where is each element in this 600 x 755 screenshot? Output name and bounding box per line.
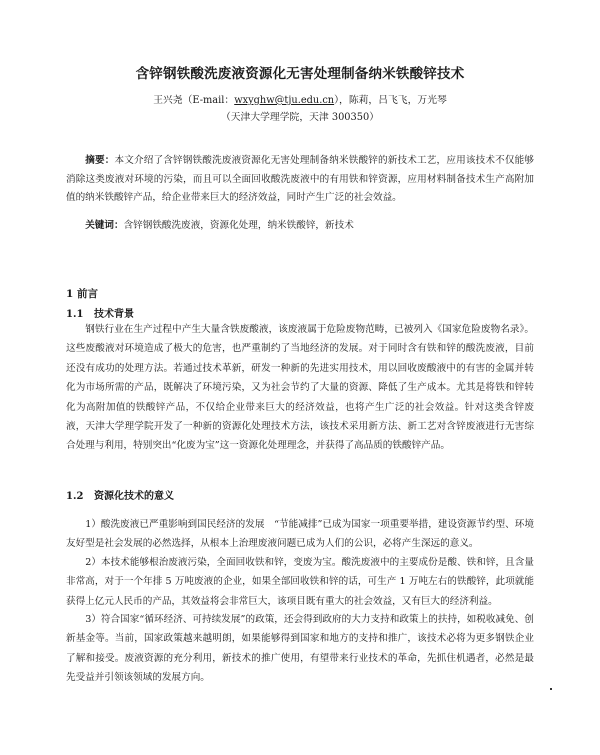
scan-speck [550, 688, 552, 690]
subsection-number: 1.1 [66, 309, 84, 320]
abstract-text: 本文介绍了含锌钢铁酸洗废液资源化无害处理制备纳米铁酸锌的新技术工艺，应用该技术不仅能够消除这类废液对环境的污染，而且可以全面回收酸洗废液中的有用铁和锌资源，应用材料制备技术生产高附加值的纳米铁酸锌产品，给企业带来巨大的经济效益，同时产生广泛的社会效益。 [66, 155, 534, 203]
subsection-heading-significance [66, 487, 174, 502]
paper-title: 含锌钢铁酸洗废液资源化无害处理制备纳米铁酸锌技术 [135, 66, 465, 82]
abstract [66, 152, 534, 208]
author-prefix: 王兴尧（E-mail： [153, 95, 235, 106]
author-suffix: ），陈莉，吕飞飞，万光琴 [334, 95, 447, 106]
abstract-label: 摘要： [85, 155, 115, 166]
author-email-link[interactable]: wxyghw@tju.edu.cn [234, 95, 335, 106]
paragraph-significance-3: 3）符合国家“循环经济、可持续发展”的政策，还会得到政府的大力支持和政策上的扶持，如税收减免、创新基金等。当前，国家政策越来越明朗，如果能够得到国家和地方的支持和推广，该技术必将为更多钢铁企业了解和接受。废液资源的充分利用，新技术的推广使用，有望带来行业技术的革命，先抓住机遇者，必然是最先受益并引领该领域的发展方向。 [66, 614, 534, 684]
subsection-number: 1.2 [66, 491, 84, 502]
subsection-heading-background [66, 305, 134, 320]
keywords-label: 关键词： [85, 220, 124, 231]
subsection-title: 技术背景 [94, 309, 134, 320]
paragraph-significance-1: 1）酸洗废液已严重影响到国民经济的发展 “节能减排”已成为国家一项重要举措，建设资源节约型、环境友好型是社会发展的必然选择，从根本上治理废液问题已成为人们的公识，必将产生深远的意义。 [66, 519, 534, 550]
paragraph-background: 钢铁行业在生产过程中产生大量含铁废酸液，该废液属于危险废物范畴，已被列入《国家危险废物名录》。这些废酸液对环境造成了极大的危害，也严重制约了当地经济的发展。对于同时含有铁和锌的酸洗废液，目前还没有成功的处理方法。若通过技术革新，研发一种新的先进实用技术，用以回收废酸液中的有害的金属并转化为市场所需的产品，既解决了环境污染，又为社会节约了大量的资源、降低了生产成本。尤其是将铁和锌转化为高附加值的铁酸锌产品，不仅给企业带来巨大的经济效益，也将产生广泛的社会效益。针对这类含锌废液，天津大学理学院开发了一种新的资源化处理技术方法，该技术采用新方法、新工艺对含锌废液进行无害综合处理与利用，特别突出“化废为宝”这一资源化处理理念，并获得了高品质的铁酸锌产品。 [66, 324, 534, 452]
affiliation: （天津大学理学院，天津 300350） [220, 112, 380, 123]
paragraph-significance-2: 2）本技术能够根治废液污染，全面回收铁和锌，变废为宝。酸洗废液中的主要成份是酸、铁和锌，且含量非常高，对于一个年排 5 万吨废液的企业，如果全部回收铁和锌的话，可生产 1 万吨左右的铁酸锌，此项就能获得上亿元人民币的产品，其效益将会非常巨大，该项目既有重大的社会效益，又有巨大的经济利益。 [66, 557, 534, 607]
subsection-title: 资源化技术的意义 [94, 491, 174, 502]
author-line [60, 92, 540, 106]
keywords [66, 217, 534, 235]
keywords-text: 含锌钢铁酸洗废液，资源化处理，纳米铁酸锌，新技术 [123, 220, 354, 231]
section-heading-intro: 1 前言 [66, 288, 98, 300]
